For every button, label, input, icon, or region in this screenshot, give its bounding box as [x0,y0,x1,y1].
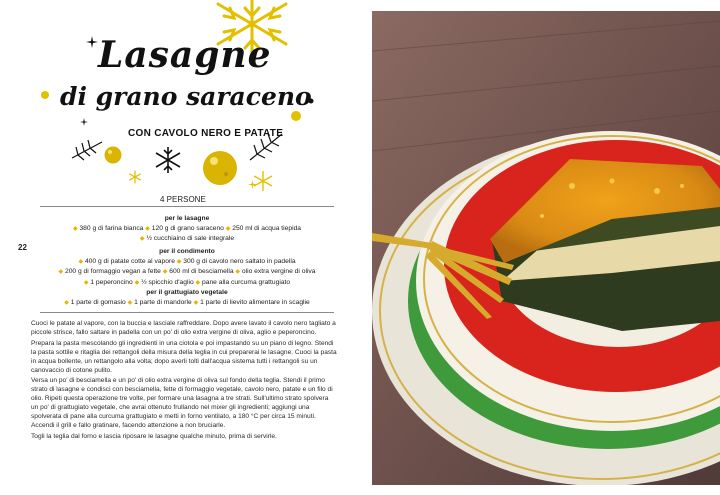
method-paragraph: Versa un po' di besciamella e un po' di olio extra vergine di oliva sul fondo della teglia. Stendi il primo strato di lasagne e condisci con besciamella, fette di formaggio vegetale, cavolo nero, patate e un filo di olio. Ripeti questa operazione tre volte, per formare una lasagna a tre strati. Sull'ultimo strato spolvera un po' di grattugiato vegetale, che avrai ottenuto frullando nel mixer gli ingredienti; aggiungi una spolverata di pane alla curcuma grattugiato e metti in forno ventilato, a 180 °C per circa 15 minuti. Accendi il grill e fallo gratinare, facendo attenzione a non bruciarle. [31,377,333,429]
method-paragraph: Togli la teglia dal forno e lascia riposare le lasagne qualche minuto, prima di servirle. [31,432,277,440]
ingredient: 120 g di grano saraceno [151,224,224,232]
bullet-icon: ◆ [72,225,78,232]
pine-branch-icon [70,138,104,162]
gold-snowflake-icon [252,170,274,192]
ingredient: 1 parte di mandorle [134,298,192,306]
bullet-icon: ◆ [139,236,145,243]
method-text [31,320,337,444]
ingredient: ½ cucchiaino di sale integrale [146,235,235,243]
recipe-subtitle: CON CAVOLO NERO E PATATE [128,128,284,139]
ingredient: 250 ml di acqua tiepida [232,224,302,232]
ingredient: 380 g di farina bianca [79,224,144,232]
lasagna-photo [372,11,720,485]
bullet-icon: ◆ [235,269,241,276]
ingredient: 1 parte di lievito alimentare in scaglie [200,298,310,306]
ingredients-gratin [40,288,334,308]
divider [40,312,334,313]
ingredient: 1 parte di gomasio [70,298,126,306]
bullet-icon: ◆ [176,258,182,265]
gold-dot-icon [290,110,302,122]
ingredient: pane alla curcuma grattugiato [202,278,291,286]
ingredients-condimento [40,247,334,288]
bullet-icon: ◆ [225,225,231,232]
servings: 4 PERSONE [160,195,206,204]
bullet-icon: ◆ [58,269,64,276]
bullet-icon: ◆ [134,279,140,286]
method-paragraph: Prepara la pasta mescolando gli ingredienti in una ciotola e poi impastando su un piano di legno. Stendi la pasta sottile e ritaglia dei rettangoli della misura della teglia in cui preparerai le lasagne. Cuoci la pasta in acqua bollente, un rettangolo alla volta; dopo averli tolti dall'acqua sistema tutti i rettangoli su un canovaccio di cotone pulito. [31,339,337,374]
ingredient-line [40,278,334,289]
star-icon [86,36,98,48]
ingredient-line [40,224,334,235]
ingredient-line [40,267,334,278]
ingredient: 600 ml di besciamella [169,268,234,276]
bullet-icon: ◆ [162,269,168,276]
ingredient: 200 g di formaggio vegan a fette [64,268,161,276]
ingredient: ½ spicchio d'aglio [141,278,194,286]
page-number: 22 [18,243,27,252]
ingredient-line [40,234,334,245]
ingredient: 300 g di cavolo nero saltato in padella [183,257,296,265]
bullet-icon: ◆ [127,299,133,306]
ingredient-line [40,257,334,268]
lasagna-on-plate-image [372,11,720,485]
ingredient: 1 peperoncino [90,278,133,286]
ingredient-line [40,298,334,309]
bullet-icon: ◆ [193,299,199,306]
bullet-icon: ◆ [78,258,84,265]
ingredient: 400 g di patate cotte al vapore [84,257,175,265]
bullet-icon: ◆ [83,279,89,286]
bullet-icon: ◆ [195,279,201,286]
bullet-icon: ◆ [145,225,150,232]
star-icon [80,118,88,126]
gold-snowflake-icon [128,170,142,184]
black-snowflake-icon [154,146,182,174]
ingredients-heading: per il grattugiato vegetale [146,289,228,296]
recipe-title-line2: di grano saraceno [60,82,312,111]
gold-glitter-ball-icon [202,150,238,186]
gold-dot-icon [40,90,50,100]
ingredients-heading: per le lasagne [164,215,210,222]
divider [40,206,334,207]
method-paragraph: Cuoci le patate al vapore, con la buccia e lasciale raffreddare. Dopo avere lavato il cavolo nero tagliato a piccole strisce, fallo saltare in padella con un po' di olio extra vergine di oliva, aglio e peperoncino. [31,320,336,336]
gold-glitter-ball-icon [104,146,122,164]
ingredient: olio extra vergine di oliva [241,268,316,276]
bullet-icon: ◆ [64,299,69,306]
ingredients-heading: per il condimento [159,248,215,255]
ingredients-lasagne [40,214,334,245]
recipe-title-line1: Lasagne [98,34,272,76]
